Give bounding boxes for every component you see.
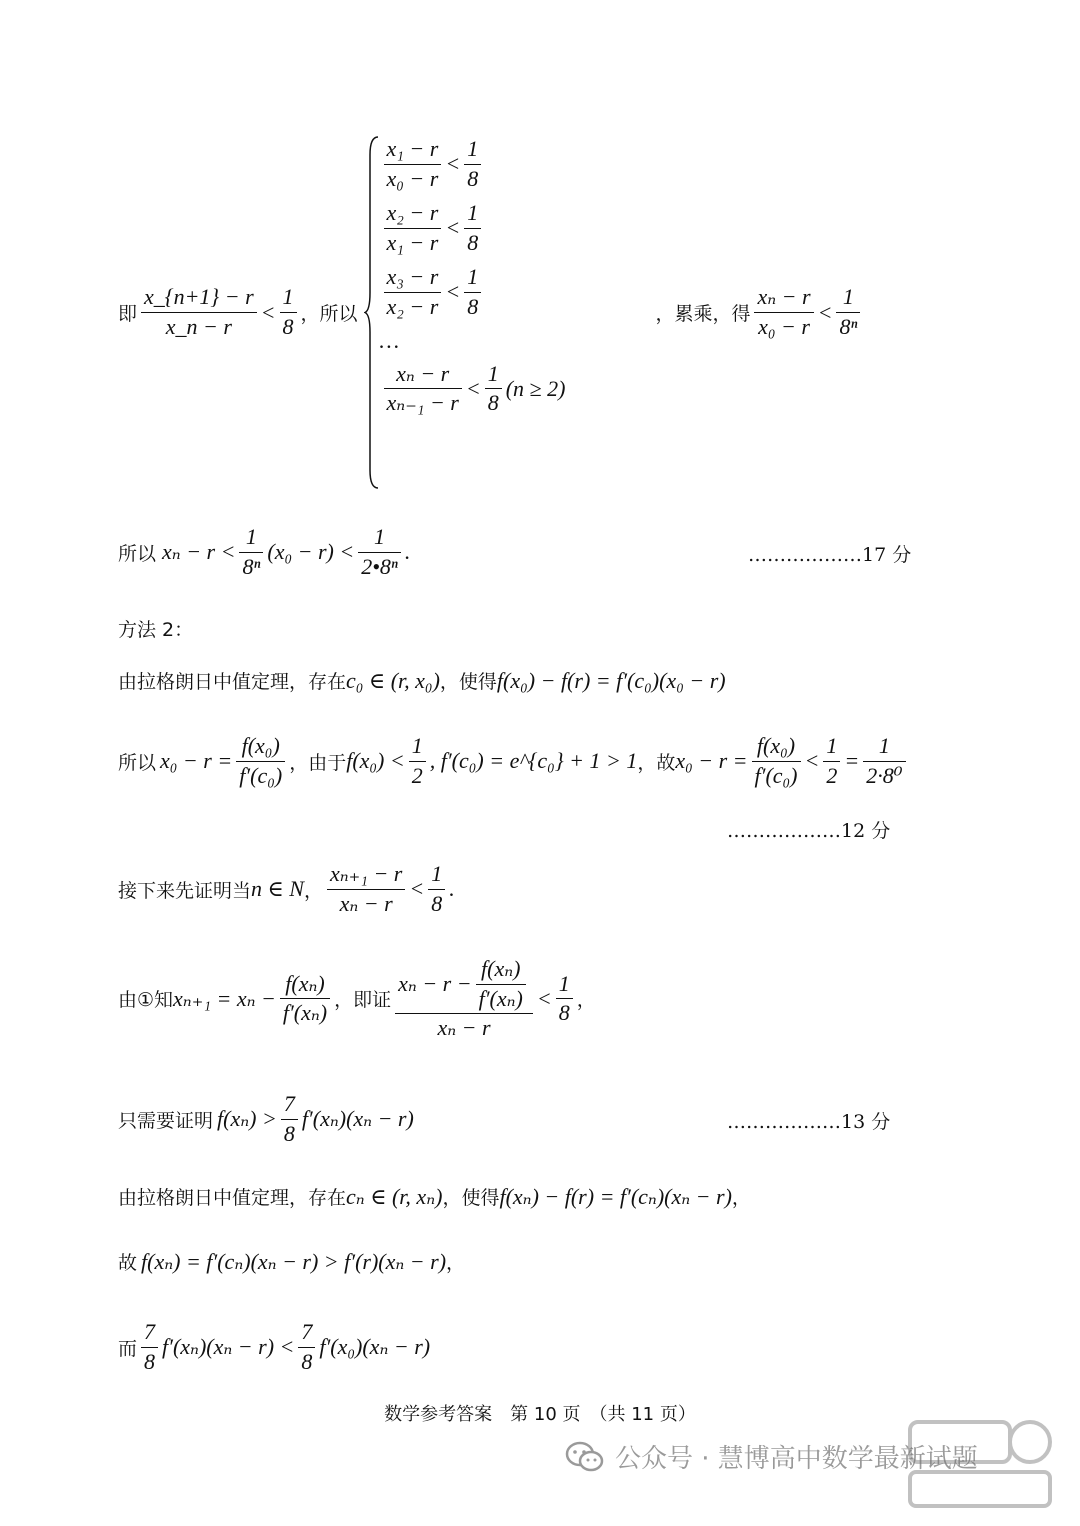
answer-site-logo-icon	[900, 1414, 1060, 1514]
line-12: 所以 x₀ − r = $\frac{\text{f(x₀)}}{\text{f′(c₀)}}$ ，由于 f(x₀) < $\frac{1}{2}$ , f′(c₀) = e^{c₀} + 1 > 1 ，故 x₀ − r = $\frac{\text{f(x₀)}}{\text{f′(c₀)}}$ < $\frac{1}{2}$ = $\frac{1}{\text{2·8⁰}}$	[118, 732, 910, 790]
multiply-text: ，累乘，得	[655, 303, 751, 325]
line-13: 只需要证明 f(xₙ) > $\frac{7}{8}$ f′(xₙ)(xₙ − r)	[118, 1091, 414, 1146]
nested-fraction: xₙ − r − $\frac{\text{f(xₙ)}}{\text{f′(xₙ)}}$ xₙ − r	[395, 955, 533, 1043]
system-lhs-fraction: $\frac{\text{xₙ − r}}{\text{xₙ₋₁ − r}}$	[384, 360, 462, 418]
inequality-system	[364, 135, 566, 490]
score-17: ………………17 分	[748, 544, 912, 566]
ratio-fraction	[141, 283, 257, 341]
page-footer: 数学参考答案 第 10 页 （共 11 页）	[384, 1404, 696, 1425]
system-row: $\frac{\text{xₙ − r}}{\text{xₙ₋₁ − r}}$ < $\frac{1}{8}$ (n ≥ 2)	[380, 360, 566, 418]
ellipsis: …	[379, 327, 400, 353]
whereas-line: 而 $\frac{7}{8}$ f′(xₙ)(xₙ − r) < $\frac{7}{8}$ f′(x₀)(xₙ − r)	[118, 1319, 431, 1374]
system-row: $\frac{\text{x₁ − r}}{\text{x₀ − r}}$ < $\frac{1}{8}$	[380, 135, 566, 193]
system-lhs-fraction: $\frac{\text{x₃ − r}}{\text{x₂ − r}}$	[384, 263, 442, 321]
system-row	[380, 328, 566, 354]
product-block: 即 $\frac{x\_\{n+1\} - r}{x\_n - r}$ < $\frac{1}{8}$ ，所以 $\frac{\text{x₁ − r}}{\text{x₀ − r}}$ < $\frac{1}{8}$ $\frac{\text{x₂ − r}}{\text{x₁ − r}}$ < $\frac{1}{8}$ $\frac{\text{x₃ − r}}{\text{x₂ − r}}$ < $\frac{1}{8}$ … $\frac{\text{xₙ − r}}{\text{xₙ₋₁ − r}}$ < $\frac{1}{8}$ (n ≥ 2) ，累乘，得 $\frac{\text{xₙ − r}}{\text{x₀ − r}}$ < $\frac{1}{\text{8ⁿ}}$	[118, 135, 864, 490]
left-brace-icon	[364, 135, 380, 490]
system-row: $\frac{\text{x₃ − r}}{\text{x₂ − r}}$ < $\frac{1}{8}$	[380, 263, 566, 321]
lagrange-line-2: 由拉格朗日中值定理，存在 cₙ ∈ (r, xₙ) ，使得 f(xₙ) − f(r) = f′(cₙ)(xₙ − r) ，	[118, 1183, 751, 1209]
one-eighth-fraction: $\frac{1}{8}$	[280, 283, 297, 341]
watermark-text: 公众号 · 慧博高中数学最新试题	[615, 1444, 978, 1474]
lt-sign: <	[260, 299, 276, 325]
ratio-denominator: x_n − r	[165, 314, 232, 339]
system-rhs-fraction: $\frac{1}{8}$	[464, 263, 481, 321]
system-rhs-fraction: $\frac{1}{8}$	[464, 135, 481, 193]
lagrange-line-1: 由拉格朗日中值定理，存在 c₀ ∈ (r, x₀) ，使得 f(x₀) − f(r) = f′(c₀)(x₀ − r)	[118, 667, 726, 693]
so-text: ，所以	[300, 303, 358, 325]
method-2-heading: 方法 2：	[118, 619, 194, 641]
system-lhs-fraction: $\frac{\text{x₂ − r}}{\text{x₁ − r}}$	[384, 199, 442, 257]
ratio-numerator: x_{n+1} − r	[144, 284, 254, 310]
system-rhs-fraction: $\frac{1}{8}$	[464, 199, 481, 257]
next-proof-line: 接下来先证明当 n ∈ N ， $\frac{\text{xₙ₊₁ − r}}{\text{xₙ − r}}$ < $\frac{1}{8}$ .	[118, 861, 455, 916]
score-13: ………………13 分	[727, 1111, 891, 1133]
system-row: $\frac{\text{x₂ − r}}{\text{x₁ − r}}$ < $\frac{1}{8}$	[380, 199, 566, 257]
wechat-icon	[565, 1440, 605, 1474]
result-fraction: $\frac{\text{xₙ − r}}{\text{x₀ − r}}$	[754, 283, 813, 341]
from-eq1-line: 由①知 xₙ₊₁ = xₙ − $\frac{\text{f(xₙ)}}{\text{f′(xₙ)}}$ ，即证 xₙ − r − $\frac{\text{f(xₙ)}}{\text{f′(xₙ)}}$ xₙ − r < $\frac{1}{8}$ ，	[118, 955, 596, 1043]
hence-line: 故 f(xₙ) = f′(cₙ)(xₙ − r) > f′(r)(xₙ − r) ，	[118, 1248, 466, 1274]
result-rhs-fraction: $\frac{1}{\text{8ⁿ}}$	[836, 283, 860, 341]
lead-text: 即	[118, 303, 138, 325]
system-rhs-fraction: $\frac{1}{8}$	[485, 360, 502, 418]
score-12: ………………12 分	[727, 820, 891, 842]
system-rows	[380, 135, 566, 490]
system-lhs-fraction: $\frac{\text{x₁ − r}}{\text{x₀ − r}}$	[384, 135, 442, 193]
line-17: 所以 xₙ − r < $\frac{1}{\text{8ⁿ}}$ (x₀ − r) < $\frac{1}{\text{2•8ⁿ}}$ .	[118, 524, 411, 579]
